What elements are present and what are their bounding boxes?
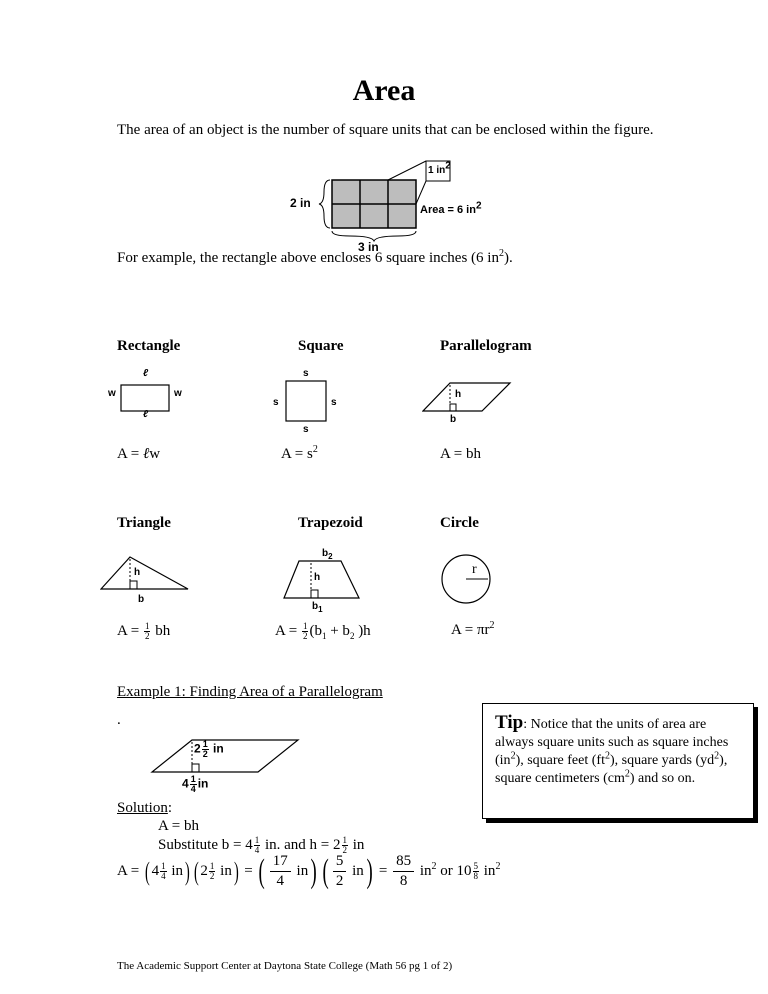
solution-substitute: Substitute b = 4 $\frac{1}{4}$ in. and h = 2 $\frac{1}{2}$ in: [158, 835, 365, 855]
tip-box: Tip: Notice that the units of area are always square units such as square inches $(in^2)$, square feet $(ft^2)$, square yards $(yd^2)$, square centimeters $(cm^2)$ and so on.: [482, 703, 754, 819]
area-grid-figure: [290, 157, 490, 247]
rectangle-label: Rectangle: [117, 338, 181, 354]
example1-parallelogram: [150, 738, 300, 780]
triangle-h-label: h: [134, 567, 141, 578]
trapezoid-formula: A = $\frac{1}{2}$ ($b_1 + b_2$ )h: [275, 621, 371, 641]
square-top-label: s: [303, 368, 309, 379]
triangle-b-label: b: [138, 594, 145, 605]
zoom-line-bottom: [416, 181, 426, 204]
rectangle-right-label: w: [174, 388, 182, 399]
solution-formula: A = bh: [158, 818, 199, 834]
unit-label: 1 in2: [428, 160, 451, 176]
circle-formula: $A = \pi r^2$: [451, 620, 495, 638]
parallelogram-b-label: b: [450, 414, 457, 425]
trapezoid-b2-label: $b_2$: [322, 548, 333, 561]
triangle-label: Triangle: [117, 515, 171, 531]
zoom-line-top: [388, 161, 426, 180]
solution-calculation: A = ( 4 $\frac{1}{4}$ in) ( 2 $\frac{1}{2}$ in) = ( $\frac{17}{4}$ in) ( $\frac{5}{2}$ in) = $\frac{85}{8}$ $in^2$ or 10 $\frac{5}{8}$ $in^2$: [117, 852, 501, 890]
example1-dot: .: [117, 712, 121, 728]
grid-rectangle: [332, 180, 416, 228]
rectangle-formula: A = ℓw: [117, 446, 161, 462]
parallelogram-label: Parallelogram: [440, 338, 532, 354]
solution-label: Solution:: [117, 800, 173, 816]
parallelogram-formula: A = bh: [440, 446, 481, 462]
trapezoid-h-label: h: [314, 572, 321, 583]
rectangle-top-label: ℓ: [143, 368, 149, 379]
left-dimension-label: 2 in: [290, 196, 311, 210]
example1-height-label: 2 $\frac{1}{2}$ in: [194, 739, 224, 759]
bottom-dimension-label: 3 in: [358, 240, 379, 254]
square-right-label: s: [331, 397, 337, 408]
parallelogram-shape: [422, 382, 512, 414]
rectangle-bottom-label: ℓ: [143, 409, 149, 420]
square-formula: $A = s^2$: [281, 444, 318, 462]
intro-text: The area of an object is the number of square units that can be enclosed within the figure.: [117, 122, 654, 138]
example-sentence: For example, the rectangle above encloses 6 square inches (6 $in^2$).: [117, 248, 513, 266]
trapezoid-label: Trapezoid: [298, 515, 363, 531]
circle-shape: [440, 553, 492, 605]
rectangle-left-label: w: [108, 388, 116, 399]
parallelogram-h-label: h: [455, 389, 462, 400]
page-footer: The Academic Support Center at Daytona State College (Math 56 pg 1 of 2): [117, 960, 453, 972]
square-bottom-label: s: [303, 424, 309, 435]
triangle-shape: [100, 555, 190, 591]
square-shape: [285, 380, 327, 422]
example1-heading: Example 1: Finding Area of a Parallelogram: [117, 684, 383, 700]
page-title: Area: [352, 74, 416, 107]
trapezoid-b1-label: $b_1$: [312, 601, 323, 614]
square-left-label: s: [273, 397, 279, 408]
trapezoid-shape: [283, 560, 363, 600]
left-brace: [319, 180, 330, 228]
triangle-formula: A = $\frac{1}{2}$ bh: [117, 621, 171, 641]
area-label: Area = 6 in2: [420, 200, 482, 216]
square-label: Square: [298, 338, 344, 354]
circle-label: Circle: [440, 515, 479, 531]
circle-r-label: r: [472, 562, 477, 577]
example1-base-label: 4 $\frac{1}{4}$ in: [182, 774, 209, 794]
